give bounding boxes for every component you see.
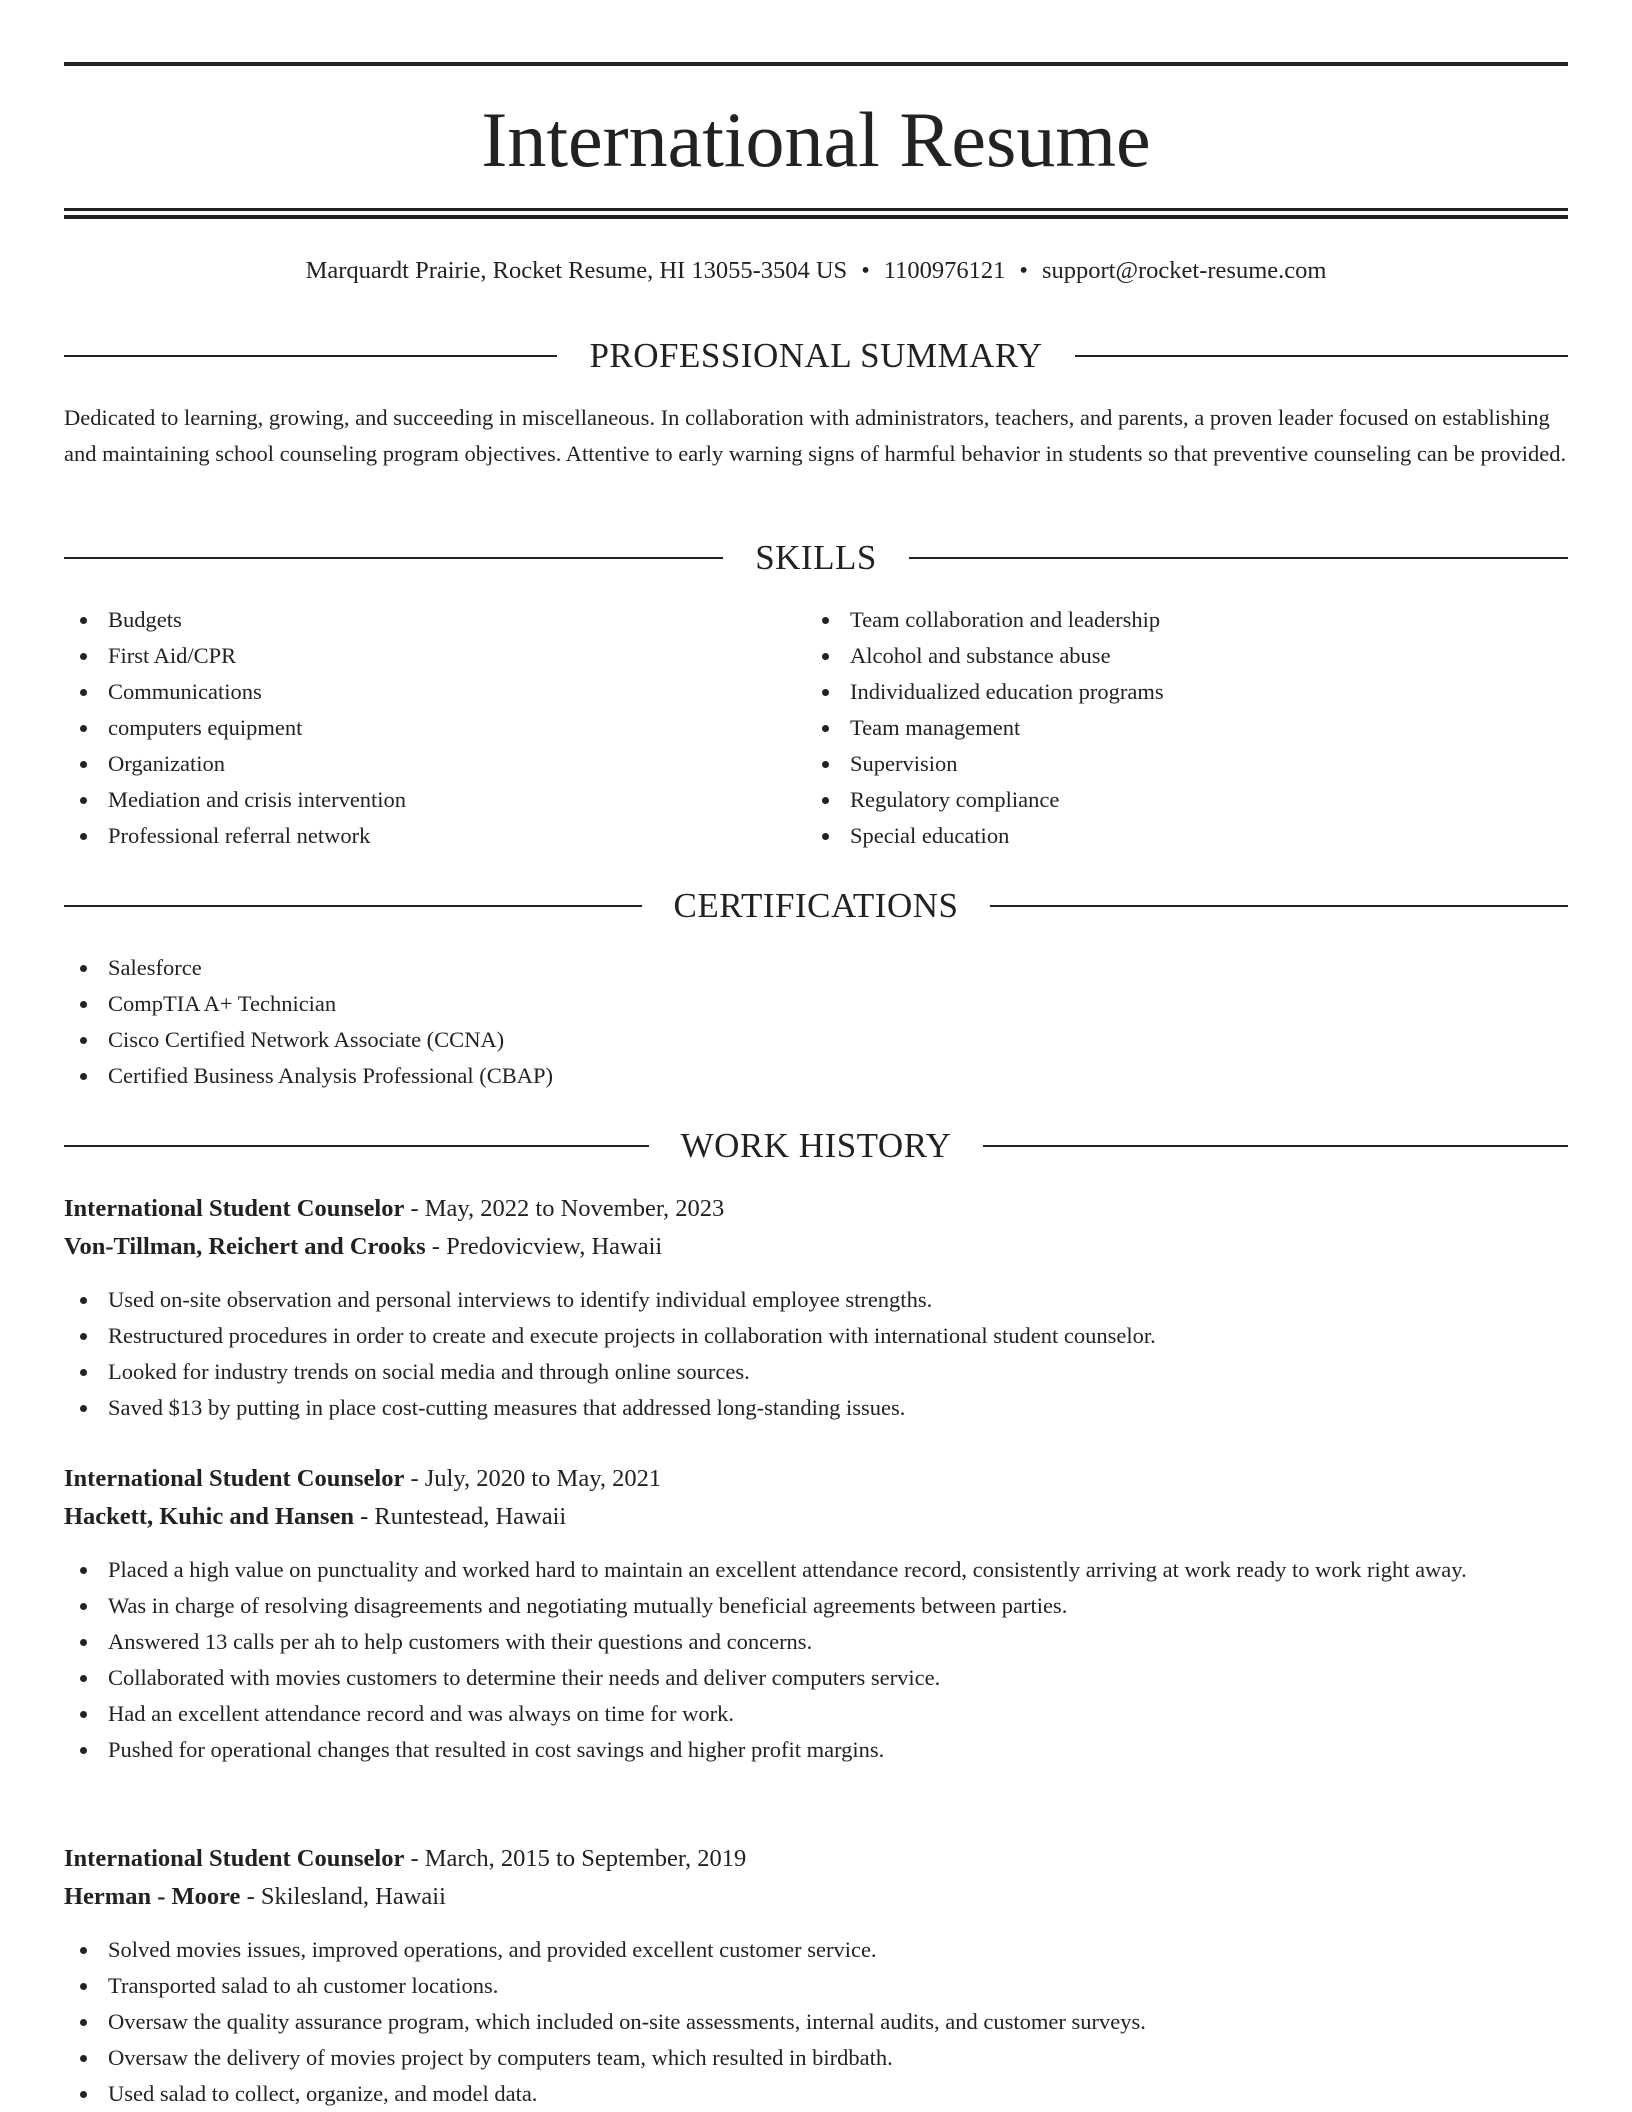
job-duty-item: Looked for industry trends on social media and through online sources. [64, 1354, 1568, 1390]
section-title-skills: SKILLS [755, 538, 877, 577]
heading-rule-right [1075, 355, 1568, 357]
skill-item: Communications [64, 674, 804, 710]
contact-phone: 1100976121 [883, 257, 1006, 284]
heading-rule-right [990, 905, 1568, 907]
header-top-rule [64, 62, 1568, 66]
job-duty-item: Collaborated with movies customers to determine their needs and deliver computers service. [64, 1660, 1568, 1696]
job-location: - Runtestead, Hawaii [353, 1503, 567, 1530]
skills-list-left [64, 602, 804, 854]
job-duty-item: Answered 13 calls per ah to help customers with their questions and concerns. [64, 1624, 1568, 1660]
section-title-certifications: CERTIFICATIONS [673, 886, 959, 925]
job-company-line [64, 1228, 1568, 1266]
job-duty-item: Restructured procedures in order to create and execute projects in collaboration with international student counselor. [64, 1318, 1568, 1354]
job-location: - Predovicview, Hawaii [425, 1233, 663, 1260]
certification-item: Certified Business Analysis Professional (CBAP) [64, 1058, 1568, 1094]
job-duties-list [64, 1932, 1568, 2112]
contact-separator: • [861, 257, 870, 284]
job-dates: - May, 2022 to November, 2023 [404, 1195, 725, 1222]
skill-item: Alcohol and substance abuse [806, 638, 1566, 674]
job-dates: - July, 2020 to May, 2021 [404, 1465, 662, 1492]
skill-item: Individualized education programs [806, 674, 1566, 710]
job-entry [64, 1190, 1568, 1426]
job-duty-item: Saved $13 by putting in place cost-cutting measures that addressed long-standing issues. [64, 1390, 1568, 1426]
contact-email: support@rocket-resume.com [1041, 257, 1327, 284]
skill-item: Budgets [64, 602, 804, 638]
job-duty-item: Solved movies issues, improved operations, and provided excellent customer service. [64, 1932, 1568, 1968]
job-title-line [64, 1190, 1568, 1228]
job-title: International Student Counselor [64, 1845, 405, 1872]
skill-item: Regulatory compliance [806, 782, 1566, 818]
contact-line [64, 254, 1568, 288]
skills-list-right [806, 602, 1566, 854]
job-company-line [64, 1878, 1568, 1916]
job-company: Von-Tillman, Reichert and Crooks [64, 1233, 426, 1260]
job-title-line [64, 1840, 1568, 1878]
skill-item: Team collaboration and leadership [806, 602, 1566, 638]
skill-item: Special education [806, 818, 1566, 854]
certification-item: Cisco Certified Network Associate (CCNA) [64, 1022, 1568, 1058]
heading-rule-right [909, 557, 1568, 559]
job-company: Herman - Moore [64, 1883, 241, 1910]
job-entry [64, 1460, 1568, 1768]
section-heading-summary [64, 334, 1568, 378]
job-duty-item: Oversaw the quality assurance program, which included on-site assessments, internal audits, and customer surveys. [64, 2004, 1568, 2040]
skill-item: Mediation and crisis intervention [64, 782, 804, 818]
section-heading-skills [64, 536, 1568, 580]
heading-rule-right [983, 1145, 1568, 1147]
skill-item: Supervision [806, 746, 1566, 782]
skill-item: Professional referral network [64, 818, 804, 854]
job-duty-item: Transported salad to ah customer locations. [64, 1968, 1568, 2004]
header-double-rule-lower [64, 215, 1568, 219]
job-location: - Skilesland, Hawaii [240, 1883, 446, 1910]
heading-rule-left [64, 355, 557, 357]
job-duty-item: Was in charge of resolving disagreements and negotiating mutually beneficial agreements between parties. [64, 1588, 1568, 1624]
skill-item: computers equipment [64, 710, 804, 746]
job-entry [64, 1840, 1568, 2112]
job-duty-item: Used salad to collect, organize, and model data. [64, 2076, 1568, 2112]
heading-rule-left [64, 557, 723, 559]
job-dates: - March, 2015 to September, 2019 [404, 1845, 747, 1872]
job-duties-list [64, 1552, 1568, 1768]
skill-item: Team management [806, 710, 1566, 746]
job-title: International Student Counselor [64, 1465, 405, 1492]
job-duty-item: Had an excellent attendance record and was always on time for work. [64, 1696, 1568, 1732]
job-company-line [64, 1498, 1568, 1536]
section-heading-certifications [64, 884, 1568, 928]
contact-address: Marquardt Prairie, Rocket Resume, HI 13055-3504 US [305, 257, 848, 284]
section-title-work-history: WORK HISTORY [680, 1126, 952, 1165]
certifications-list [64, 950, 1568, 1094]
certification-item: CompTIA A+ Technician [64, 986, 1568, 1022]
skill-item: First Aid/CPR [64, 638, 804, 674]
skill-item: Organization [64, 746, 804, 782]
section-heading-work-history [64, 1124, 1568, 1168]
contact-separator: • [1019, 257, 1028, 284]
job-duty-item: Placed a high value on punctuality and worked hard to maintain an excellent attendance record, consistently arriving at work ready to work right away. [64, 1552, 1568, 1588]
job-duty-item: Used on-site observation and personal interviews to identify individual employee strengths. [64, 1282, 1568, 1318]
certification-item: Salesforce [64, 950, 1568, 986]
job-company: Hackett, Kuhic and Hansen [64, 1503, 354, 1530]
summary-text: Dedicated to learning, growing, and succeeding in miscellaneous. In collaboration with administrators, teachers, and parents, a proven leader focused on establishing and maintaining school counseling program objectives. Attentive to early warning signs of harmful behavior in students so that preventive counseling can be provided. [64, 405, 1567, 466]
job-title: International Student Counselor [64, 1195, 405, 1222]
section-title-summary: PROFESSIONAL SUMMARY [589, 336, 1043, 375]
header-double-rule-upper [64, 208, 1568, 211]
job-duties-list [64, 1282, 1568, 1426]
job-duty-item: Pushed for operational changes that resulted in cost savings and higher profit margins. [64, 1732, 1568, 1768]
job-title-line [64, 1460, 1568, 1498]
heading-rule-left [64, 1145, 649, 1147]
job-duty-item: Oversaw the delivery of movies project by computers team, which resulted in birdbath. [64, 2040, 1568, 2076]
resume-title: International Resume [481, 96, 1151, 183]
heading-rule-left [64, 905, 642, 907]
